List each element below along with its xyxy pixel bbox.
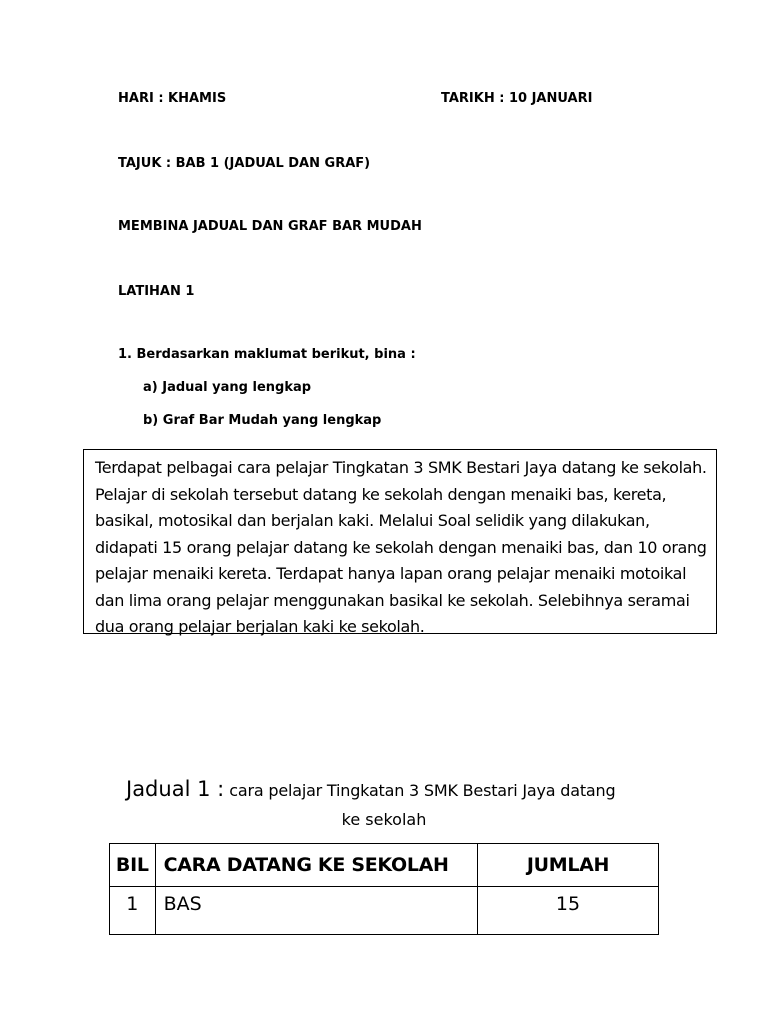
- table-caption-text: cara pelajar Tingkatan 3 SMK Bestari Jaya datang: [229, 781, 616, 800]
- topic-title: TAJUK : BAB 1 (JADUAL DAN GRAF): [118, 156, 371, 171]
- data-table: [109, 843, 659, 935]
- question-part-b: b) Graf Bar Mudah yang lengkap: [143, 413, 382, 428]
- header-jumlah: JUMLAH: [477, 844, 658, 887]
- header-bil: BIL: [110, 844, 156, 887]
- cell-jumlah: 15: [477, 887, 658, 935]
- header-cara: CARA DATANG KE SEKOLAH: [155, 844, 477, 887]
- day-label: HARI : KHAMIS: [118, 91, 227, 106]
- info-passage-text: Terdapat pelbagai cara pelajar Tingkatan 3 SMK Bestari Jaya datang ke sekolah. Pelajar di sekolah tersebut datang ke sekolah dengan menaiki bas, kereta, basikal, motosikal dan berjalan kaki. Melalui Soal selidik yang dilakukan, didapati 15 orang pelajar datang ke sekolah dengan menaiki bas, dan 10 orang pelajar menaiki kereta. Terdapat hanya lapan orang pelajar menaiki motoikal dan lima orang pelajar menggunakan basikal ke sekolah. Selebihnya seramai dua orang pelajar berjalan kaki ke sekolah.: [95, 458, 707, 636]
- table-caption-continuation: ke sekolah: [341, 810, 427, 829]
- table-caption-label: Jadual 1 :: [126, 777, 225, 801]
- table-header-row: [110, 844, 659, 887]
- date-label: TARIKH : 10 JANUARI: [441, 91, 593, 106]
- question-part-a: a) Jadual yang lengkap: [143, 380, 312, 395]
- exercise-title: LATIHAN 1: [118, 284, 195, 299]
- cell-cara: BAS: [155, 887, 477, 935]
- table-caption: [126, 777, 686, 801]
- table-row: [110, 887, 659, 935]
- subtopic-title: MEMBINA JADUAL DAN GRAF BAR MUDAH: [118, 219, 422, 234]
- cell-bil: 1: [110, 887, 156, 935]
- info-passage-box: [83, 449, 717, 634]
- question-stem: 1. Berdasarkan maklumat berikut, bina :: [118, 347, 416, 362]
